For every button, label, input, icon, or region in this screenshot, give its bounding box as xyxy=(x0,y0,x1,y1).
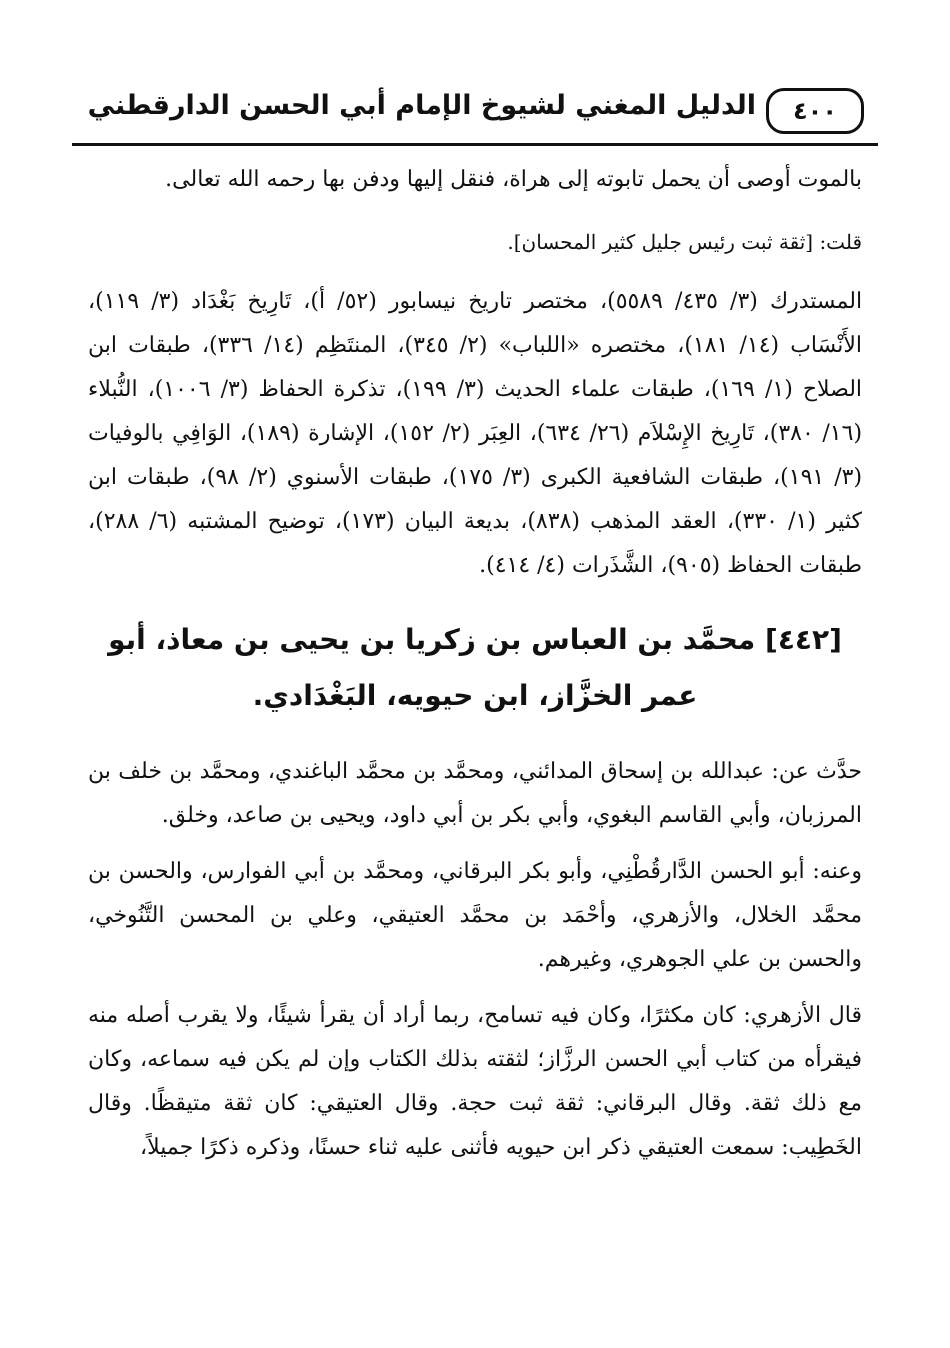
header-rule xyxy=(72,143,878,146)
author-note: قلت: [ثقة ثبت رئيس جليل كثير المحسان]. xyxy=(507,230,862,254)
students-paragraph: وعنه: أبو الحسن الدَّارقُطْنِي، وأبو بكر البرقاني، ومحمَّد بن أبي الفوارس، والحسن بن محمَّد الخلال، والأزهري، وأحْمَد بن محمَّد العتيقي، وعلي بن المحسن التَّنُوخي، والحسن بن علي الجوهري، وغيرهم. xyxy=(88,859,862,972)
page-header xyxy=(72,78,878,146)
teachers-paragraph: حدَّث عن: عبدالله بن إسحاق المدائني، ومحمَّد بن محمَّد الباغندي، ومحمَّد بن خلف بن المرزبان، وأبي القاسم البغوي، وأبي بكر بن أبي داود، ويحيى بن صاعد، وخلق. xyxy=(88,759,862,828)
assessment-paragraph: قال الأزهري: كان مكثرًا، وكان فيه تسامح، ربما أراد أن يقرأ شيئًا، ولا يقرب أصله منه فيقرأه من كتاب أبي الحسن الرزَّاز؛ لثقته بذلك الكتاب وإن لم يكن فيه سماعه، وكان مع ذلك ثقة. وقال البرقاني: ثقة ثبت حجة. وقال العتيقي: كان ثقة متيقظًا. وقال الخَطِيب: سمعت العتيقي ذكر ابن حيويه فأثنى عليه ثناء حسنًا، وذكره ذكرًا جميلاً، xyxy=(88,1003,862,1160)
running-title: الدليل المغني لشيوخ الإمام أبي الحسن الدارقطني xyxy=(87,90,756,121)
entry-heading: [٤٤٢] محمَّد بن العباس بن زكريا بن يحيى بن معاذ، أبو عمر الخزَّاز، ابن حيويه، البَغْدَادي. xyxy=(108,623,842,712)
references-paragraph: المستدرك (٣/ ٤٣٥/ ٥٥٨٩)، مختصر تاريخ نيسابور (٥٢/ أ)، تَارِيخ بَغْدَاد (٣/ ١١٩)، الأَنْسَاب (١٤/ ١٨١)، مختصره «اللباب» (٢/ ٣٤٥)، المنتَظِم (١٤/ ٣٣٦)، طبقات ابن الصلاح (١/ ١٦٩)، طبقات علماء الحديث (٣/ ١٩٩)، تذكرة الحفاظ (٣/ ١٠٠٦)، النُّبلاء (١٦/ ٣٨٠)، تَارِيخ الإِسْلاَم (٢٦/ ٦٣٤)، العِبَر (٢/ ١٥٢)، الإشارة (١٨٩)، الوَافِي بالوفيات (٣/ ١٩١)، طبقات الشافعية الكبرى (٣/ ١٧٥)، طبقات الأسنوي (٢/ ٩٨)، طبقات ابن كثير (١/ ٣٣٠)، العقد المذهب (٨٣٨)، بديعة البيان (١٧٣)، توضيح المشتبه (٦/ ٢٨٨)، طبقات الحفاظ (٩٠٥)، الشَّذَرات (٤/ ٤١٤). xyxy=(88,289,863,578)
page-number: ٤٠٠ xyxy=(766,88,864,134)
continuation-paragraph: بالموت أوصى أن يحمل تابوته إلى هراة، فنقل إليها ودفن بها رحمه الله تعالى. xyxy=(165,167,862,192)
page-body xyxy=(88,156,862,1170)
